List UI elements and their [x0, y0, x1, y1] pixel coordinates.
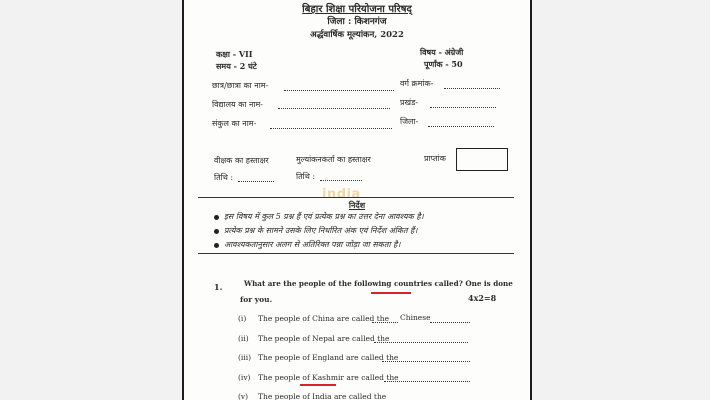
exam-paper: [182, 0, 532, 400]
marks-obtained-box: [456, 148, 508, 171]
cluster-label: संकुल का नाम-: [212, 119, 257, 128]
district-field-label: जिला-: [400, 117, 419, 126]
teacher-signature-label: वीक्षक का हस्ताक्षर: [214, 156, 269, 165]
item-text: The people of England are called the: [258, 353, 399, 362]
item-text: The people of India are called the: [258, 392, 387, 400]
answer-line: [430, 322, 470, 323]
sections-label: प्रखंड-: [400, 98, 419, 107]
date-line-2: [320, 180, 362, 181]
district-line: [428, 126, 494, 127]
bullet-icon: [214, 215, 219, 220]
instructions-top-rule: [198, 197, 514, 198]
sections-line: [430, 107, 496, 108]
item-text: The people of China are called the: [258, 314, 390, 323]
roll-no-line: [444, 88, 500, 89]
school-name-label: विद्यालय का नाम-: [212, 100, 263, 109]
question-text-line2: for you.: [240, 295, 273, 304]
answer-line: [372, 322, 398, 323]
item-number: (iv): [238, 373, 251, 382]
item-text: The people of Nepal are called the: [258, 334, 390, 343]
instruction-item: इस विषय में कुल 5 प्रश्न हैं एवं प्रत्येक प्रश्न का उत्तर देना आवश्यक है।: [224, 212, 424, 221]
item-number: (ii): [238, 334, 249, 343]
full-marks-label: पूर्णांक - 50: [424, 59, 463, 69]
instructions-bottom-rule: [198, 253, 514, 254]
answer-line: [382, 361, 470, 362]
question-marks: 4x2=8: [468, 293, 497, 303]
time-label: समय - 2 घंटे: [216, 61, 257, 71]
item-text: The people of Kashmir are called the: [258, 373, 399, 382]
item-answer: Chinese: [400, 313, 431, 322]
student-name-label: छात्र/छात्रा का नाम-: [212, 81, 269, 90]
watermark-logo: india: [322, 187, 361, 202]
district-title: जिला : किशनगंज: [327, 17, 387, 27]
date-label-1: तिथि :: [214, 173, 234, 182]
evaluator-signature-label: मुल्यांकनकर्ता का हस्ताक्षर: [296, 155, 371, 164]
underline-mark: [300, 384, 336, 386]
instruction-item: प्रत्येक प्रश्न के सामने उसके लिए निर्धारित अंक एवं निर्देश अंकित हैं।: [224, 226, 418, 235]
subject-label: विषय - अंग्रेजी: [420, 47, 464, 57]
instructions-title: निर्देश: [348, 200, 366, 210]
underline-mark: [371, 292, 411, 294]
school-name-line: [278, 108, 390, 109]
item-number: (i): [238, 314, 247, 323]
answer-line: [384, 381, 470, 382]
date-label-2: तिथि :: [296, 172, 316, 181]
bullet-icon: [214, 229, 219, 234]
question-number: 1.: [214, 282, 223, 292]
date-line-1: [238, 181, 274, 182]
exam-title: अर्द्धवार्षिक मूल्यांकन, 2022: [310, 30, 404, 40]
item-number: (v): [238, 392, 249, 400]
cluster-line: [270, 128, 392, 129]
marks-obtained-label: प्राप्तांक: [424, 154, 446, 163]
answer-line: [374, 342, 468, 343]
question-text-line1: What are the people of the following countries called? One is done: [244, 279, 513, 288]
student-name-line: [284, 90, 394, 91]
item-number: (iii): [238, 353, 252, 362]
board-title: बिहार शिक्षा परियोजना परिषद्: [302, 4, 412, 15]
class-label: कक्षा - VII: [216, 49, 253, 59]
roll-no-label: वर्ग क्रमांक-: [400, 79, 434, 88]
bullet-icon: [214, 243, 219, 248]
instruction-item: आवश्यकतानुसार अलग से अतिरिक्त पन्ना जोड़ा जा सकता है।: [224, 240, 401, 249]
